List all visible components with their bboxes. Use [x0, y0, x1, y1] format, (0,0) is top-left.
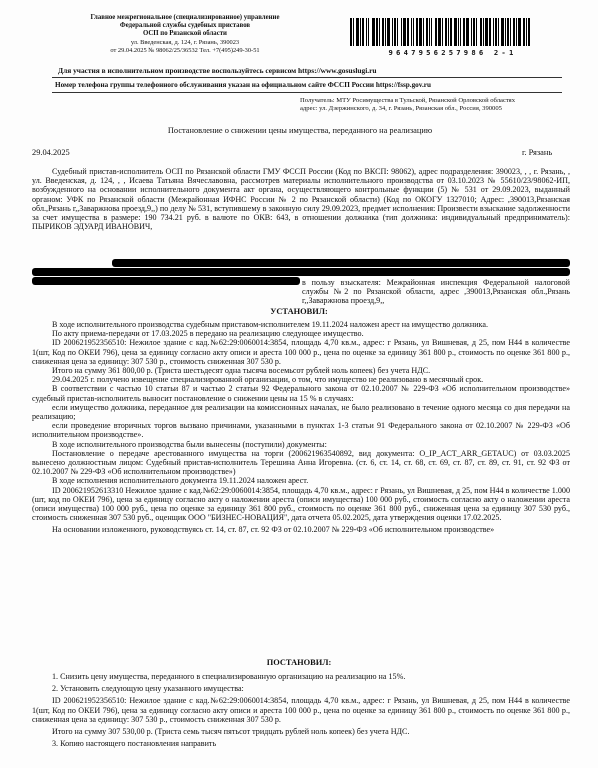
org-name-line1: Главное межрегиональное (специализированное) управление	[90, 14, 280, 21]
org-name-line2: Федеральной службы судебных приставов	[119, 22, 251, 30]
divider	[52, 77, 562, 78]
ustanovil-item: Постановление о передаче арестованного имущества на торги (200621963540892, вид документа: O_IP_ACT_ARR_GETAUC) от 03.03.2025 вынесено должностным лицом: Судебный пристав-исполнитель Терешина Анна Игоревна. (ст. 6, ст. 14, ст. 68, ст. 69, ст. 87, ст. 89, ст. 91, ст. 92 ФЗ от 02.10.2007 № 229-ФЗ «Об исполнительном производстве»)	[32, 448, 570, 477]
barcode-number: 9647956257986 2-1	[388, 48, 517, 57]
ustanovil-item: если имущество должника, переданное для реализации на комиссионных началах, не было реализовано в течение одного месяца со дня передачи на реализацию;	[32, 402, 570, 422]
ustanovil-item: В ходе исполнения исполнительного документа 19.11.2024 наложен арест.	[52, 476, 309, 486]
org-name-line3: ОСП по Рязанской области	[143, 30, 227, 38]
ustanovil-item: В соответствии с частью 10 статьи 87 и частью 2 статьи 92 Федерального закона от 02.10.2007 № 229-ФЗ «Об исполнительном производстве» судебный пристав-исполнитель выносит постановление о снижении цены на 15 % в случаях:	[32, 384, 570, 403]
ustanovil-item: По акту приема-передачи от 17.03.2025 в передано на реализацию следующее имущество.	[52, 329, 364, 339]
section-heading-postanovil: ПОСТАНОВИЛ:	[266, 658, 332, 667]
ustanovil-item: ID 200621952613310 Нежилое здание с кад.№62:29:0060014:3854, площадь 4,70 кв.м., адрес: г Рязань, ул Вишневая, д 25, пом Н44 в количестве 1.000 (шт, код по ОКЕИ 796), цена за единицу согласно акту о наложении ареста (описи имущества) 100 000 руб., стоимость согласно акту о наложении ареста (описи имущества) 100 000 руб., цена по оценке за единицу 361 800 руб., стоимость по оценке 361 800 руб., сниженная цена за единицу 307 530 руб., стоимость сниженная 307 530 руб., оценщик ООО "БИЗНЕС-НОВАЦИЯ", дата отчета 05.02.2025, дата утверждения оценки 17.02.2025.	[32, 485, 570, 523]
postanovil-item: 3. Копию настоящего постановления направить	[52, 739, 217, 749]
document-date: 29.04.2025	[32, 148, 70, 157]
redaction-bar	[32, 268, 570, 276]
ustanovil-item: ID 200621952356510: Нежилое здание с кад.№62:29:0060014:3854, площадь 4,70 кв.м., адрес: г Рязань, ул Вишневая, д 25, пом Н44 в количестве 1(шт, Код по ОКЕИ 796), цена за единицу согласно акту описи и ареста 100 000 р., цена по оценке за единицу 361 800 р., стоимость по оценке 361 800 р., сниженная цена за единицу: 307 530 р., стоимость сниженная 307 530 р.	[32, 338, 570, 366]
ustanovil-item: если проведение вторичных торгов вызвано причинами, указанными в пунктах 1-3 статьи 91 Федерального закона от 02.10.2007 № 229-ФЗ «Об исполнительном производстве».	[32, 421, 570, 440]
document-title: Постановление о снижении цены имущества, переданного на реализацию	[167, 126, 433, 135]
doc-number-phone: от 29.04.2025 № 98062/25/36532 Тел. +7(495)249-30-51	[110, 46, 260, 54]
barcode	[350, 18, 555, 57]
postanovil-item: 1. Снизить цену имущества, переданного в специализированную организацию на реализацию на 15%.	[52, 672, 406, 681]
document-city: г. Рязань	[522, 148, 553, 157]
postanovil-item: 2. Установить следующую цену указанного имущества:	[52, 684, 244, 694]
recipient-address: адрес: ул. Дзержинского, д. 34, г. Рязань, Рязанская обл., Россия, 390005	[300, 105, 502, 112]
barcode-bars	[350, 18, 555, 46]
intro-paragraph: Судебный пристав-исполнитель ОСП по Рязанской области ГМУ ФССП России (Код по ВКСП: 98062), адрес подразделения: 390023, , , г. Рязань, , ул. Введенская, д. 124, , , Исаева Татьяна Вячеславовна, рассмотрев материалы исполнительного производства от 03.10.2023 № 55610/23/98062-ИП, возбужденного на основании исполнительного документа акт органа, осуществляющего контрольные функции (5) № 531 от 29.09.2023, выданный органом: УФК по Рязанской области (Межрайонная ИФНС России № 2 по Рязанской области) (Код по ОКОГУ 1327010; Адрес: ,390013,Рязанская обл.,Рязань г,,Заваржнова проезд,9,,) по делу № 531, вступившему в законную силу 29.09.2023, предмет исполнения: Произвести взыскание задолженности за счет имущества в размере: 190 734.21 руб. в валюте по ОКВ: 643, в отношении должника (тип должника: индивидуальный предприниматель): ПЫРИКОВ ЭДУАРД ИВАНОВИЧ,	[32, 167, 570, 232]
claimant-paragraph: в пользу взыскателя: Межрайонная инспекция Федеральной налоговой службы №2 по Рязанской области, адрес ,390013,Рязанская обл.,Рязань г,,Заваржнова проезд,9,,	[302, 278, 570, 306]
gosuslugi-notice: Для участия в исполнительном производстве воспользуйтесь сервисом https://www.gosuslugi.ru	[58, 66, 377, 75]
redaction-bar	[32, 277, 300, 285]
ustanovil-item: 29.04.2025 г. получено извещение специализированной организации, о том, что имущество не реализовано в месячный срок.	[52, 375, 484, 385]
ustanovil-item: В ходе исполнительного производства судебным приставом-исполнителем 19.11.2024 наложен арест на имущество должника.	[52, 320, 488, 329]
ustanovil-item: В ходе исполнительного производства были вынесены (поступили) документы:	[52, 439, 327, 449]
divider	[52, 92, 562, 93]
postanovil-item: ID 200621952356510: Нежилое здание с кад.№62:29:0060014:3854, площадь 4,70 кв.м., адрес: г Рязань, ул Вишневая, д 25, пом Н44 в количестве 1(шт, Код по ОКЕИ 796), цена за единицу согласно акту описи и ареста 100 000 р., цена по оценке за единицу 361 800 р., стоимость по оценке 361 800 р., сниженная цена за единицу: 307 530 р., стоимость сниженная 307 530 р.	[32, 696, 570, 724]
postanovil-body	[32, 672, 570, 748]
org-address: ул. Введенская, д. 124, г. Рязань, 390023	[130, 38, 240, 46]
recipient-block	[300, 97, 580, 113]
ustanovil-item: Итого на сумму 361 800,00 р. (Триста шестьдесят одна тысяча восемьсот рублей ноль копеек) без учета НДС.	[52, 366, 431, 376]
recipient-name: Получатель: МТУ Росимущества в Тульской, Рязанской Орловской областях	[300, 97, 516, 104]
fssp-notice: Номер телефона группы телефонного обслуживания указан на официальном сайте ФССП России https://fssp.gov.ru	[55, 81, 431, 89]
section-heading-ustanovil: УСТАНОВИЛ:	[270, 307, 328, 316]
ustanovil-item: На основании изложенного, руководствуясь ст. 14, ст. 87, ст. 92 ФЗ от 02.10.2007 № 229-ФЗ «Об исполнительном производстве»	[52, 525, 495, 535]
postanovil-item: Итого на сумму 307 530,00 р. (Триста семь тысяч пятьсот тридцать рублей ноль копеек) без учета НДС.	[52, 727, 410, 737]
ustanovil-body	[32, 320, 570, 535]
org-header	[60, 14, 310, 55]
redaction-bar	[112, 259, 570, 267]
